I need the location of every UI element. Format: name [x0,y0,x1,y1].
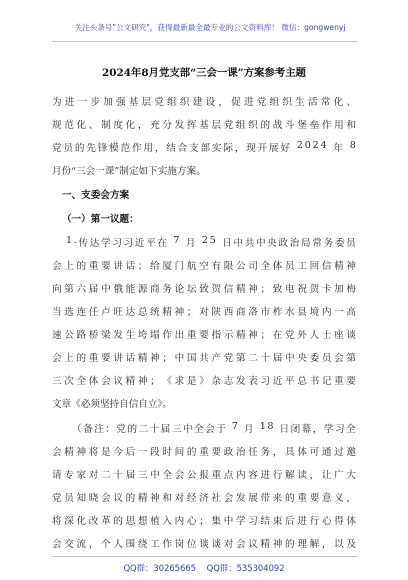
note-line: 党 员 知 晓 会 议 的 精 神 和 对 经 济 社 会 发 展 带 来 的 重 要 意 义 ， [52,493,356,504]
footer-divider [52,556,358,557]
footer-qq-group-1: QQ群：30265665 [123,563,196,573]
header-divider [52,41,358,42]
header-promo: 关注头条号"公文研究"，获得最新最全最专业的公文资料库！ 微信：gongwenyj [74,23,346,32]
intro-line: 月份“三会一课”制定如下实施方案。 [52,166,206,177]
topic-line: 向 第 六 届 中 俄 能 源 商 务 论 坛 致 贺 信 精 神 ； 致 电 祝 贺 卡 加 梅 [52,284,356,295]
footer-qq-group-2: QQ群：535304092 [206,563,285,573]
topic-line: 三 次 全 体 会 议 精 神 ； 《 求 是 》 杂 志 发 表 习 近 平 总 书 记 重 要 [52,376,356,387]
topic-line: 会 上 的 重 要 讲 话 精 神 ； 中 国 共 产 党 第 二 十 届 中 央 委 员 会 第 [52,353,356,364]
intro-line: 党 员 的 先 锋 模 范 作 用 ， 结 合 支 部 实 际 ， 现 开 展 好 2 0 2 4 年 8 [52,140,356,154]
topic-line: 1 . 传 达 学 习 习 近 平 在 7 月 2 5 日 中 共 中 央 政 治 局 常 务 委 员 [66,235,356,249]
note-line: 会 精 神 将 是 今 后 一 段 时 间 的 重 要 政 治 任 务 ， 具 体 可 通 过 邀 [52,447,356,458]
intro-line: 为 进 一 步 加 强 基 层 党 组 织 建 设 ， 促 进 党 组 织 生 活 常 化 、 [52,97,356,108]
intro-line: 规 范 化 、 制 度 化 ， 充 分 发 挥 基 层 党 组 织 的 战 斗 堡 垒 作 用 和 [52,120,356,131]
note-line: （ 备 注 ： 党 的 二 十 届 三 中 全 会 于 7 月 1 8 日 闭 幕 ， 学 习 全 [72,421,356,435]
document-title: 2024年8月党支部“三会一课”方案参考主题 [102,67,306,79]
note-line: 将 深 化 改 革 的 思 想 植 入 内 心 ； 集 中 学 习 结 束 后 进 行 心 得 体 [52,516,356,527]
topic-line: 当 选 连 任 卢 旺 达 总 统 精 神 ； 对 陕 西 商 洛 市 柞 水 县 境 内 一 高 [52,307,356,318]
topic-heading: （一）第一议题： [62,214,139,225]
topic-line: 会 上 的 重 要 讲 话 ； 给 厦 门 航 空 有 限 公 司 全 体 员 工 回 信 精 神 [52,261,356,272]
note-line: 请 专 家 对 二 十 届 三 中 全 会 公 报 重 点 内 容 进 行 解 读 ， 让 广 大 [52,470,356,481]
footer-contacts [52,562,356,574]
topic-line: 文章《必须坚持自信自立》。 [52,399,172,410]
section-heading: 一、支委会方案 [62,190,130,201]
note-line: 会 交 流 ， 个 人 围 绕 工 作 岗 位 谈 谈 对 会 议 精 神 的 理 解 ， 以 及 [52,536,356,550]
topic-line: 速 公 路 桥 梁 发 生 垮 塌 作 出 重 要 指 示 精 神 ； 在 党 外 人 士 座 谈 [52,330,356,341]
